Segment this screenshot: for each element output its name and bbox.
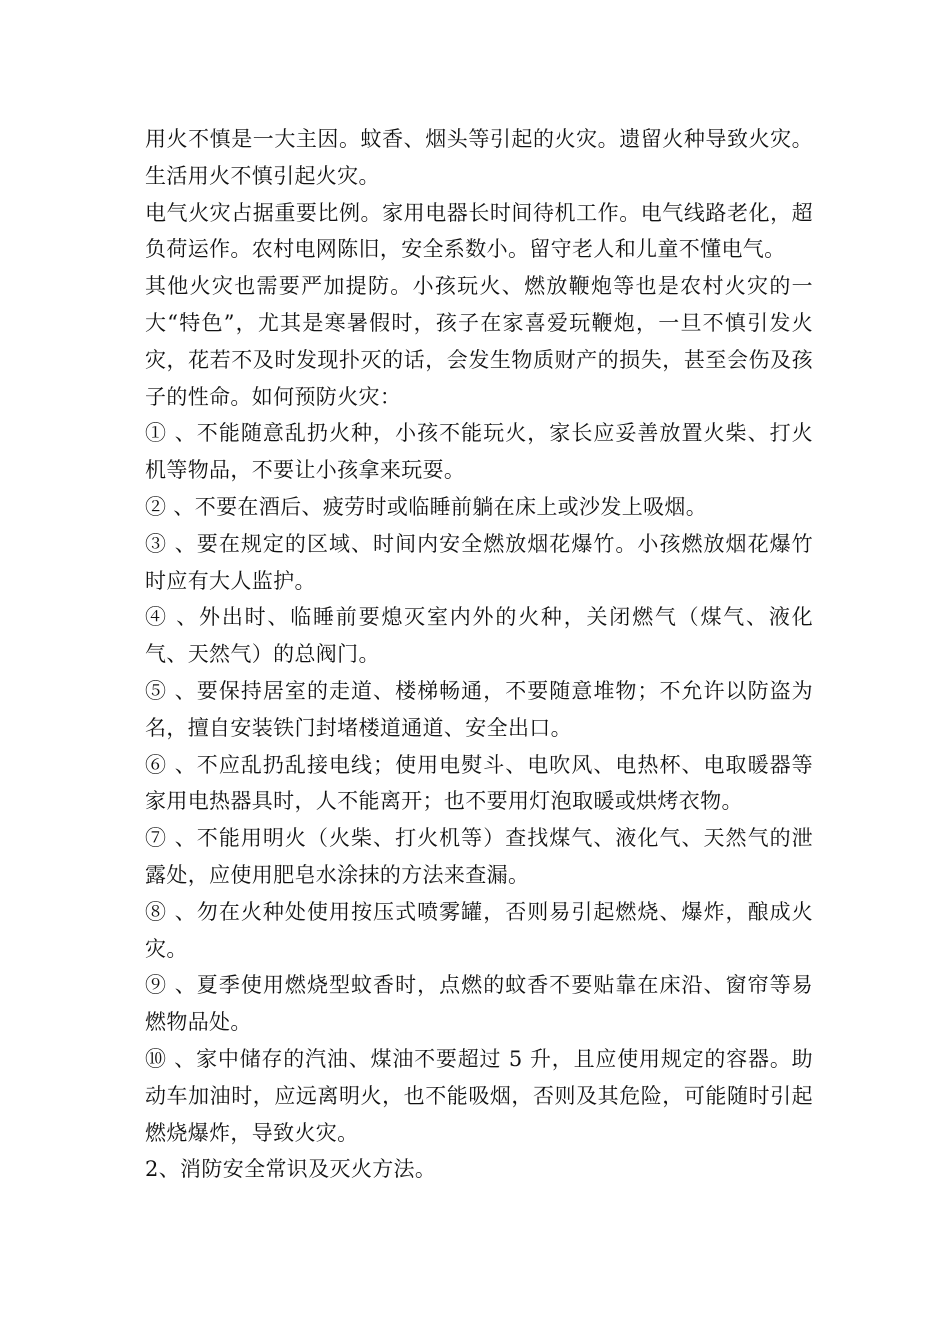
list-item	[145, 599, 813, 673]
list-marker: ⑧	[145, 899, 168, 924]
list-marker: ⑨	[145, 973, 168, 998]
list-item	[145, 967, 813, 1041]
list-item	[145, 1041, 813, 1151]
paragraph: 其他火灾也需要严加提防。小孩玩火、燃放鞭炮等也是农村火灾的一大“特色”，尤其是寒暑假时，孩子在家喜爱玩鞭炮，一旦不慎引发火灾，花若不及时发现扑灭的话，会发生物质财产的损失，甚至会伤及孩子的性命。如何预防火灾：	[145, 274, 813, 409]
section-heading: 2、消防安全常识及灭火方法。	[145, 1157, 437, 1182]
list-item	[145, 415, 813, 489]
list-marker: ⑦	[145, 826, 168, 851]
list-item-text: 、要在规定的区域、时间内安全燃放烟花爆竹。小孩燃放烟花爆竹时应有大人监护。	[145, 531, 813, 593]
list-item-text: 、夏季使用燃烧型蚊香时，点燃的蚊香不要贴靠在床沿、窗帘等易燃物品处。	[145, 973, 813, 1035]
list-item-text: 、不能用明火（火柴、打火机等）查找煤气、液化气、天然气的泄露处，应使用肥皂水涂抹的方法来查漏。	[145, 826, 813, 887]
document-body	[145, 121, 813, 1188]
list-marker: ①	[145, 421, 168, 446]
list-marker: ⑥	[145, 752, 168, 777]
list-marker: ⑩	[145, 1046, 167, 1071]
paragraph: 电气火灾占据重要比例。家用电器长时间待机工作。电气线路老化，超负荷运作。农村电网陈旧，安全系数小。留守老人和儿童不懂电气。	[145, 200, 813, 262]
list-marker: ④	[145, 605, 168, 630]
list-item-text: 、不能随意乱扔火种，小孩不能玩火，家长应妥善放置火柴、打火机等物品，不要让小孩拿来玩耍。	[145, 421, 813, 483]
list-item-text: 、要保持居室的走道、楼梯畅通，不要随意堆物；不允许以防盗为名，擅自安装铁门封堵楼道通道、安全出口。	[145, 678, 813, 740]
paragraph: 用火不慎是一大主因。蚊香、烟头等引起的火灾。遗留火种导致火灾。生活用火不慎引起火灾。	[145, 127, 813, 188]
list-item-text: 、外出时、临睡前要熄灭室内外的火种，关闭燃气（煤气、液化气、天然气）的总阀门。	[145, 605, 813, 667]
list-item	[145, 894, 813, 968]
list-marker: ②	[145, 494, 167, 519]
list-item-text: 、不应乱扔乱接电线；使用电熨斗、电吹风、电热杯、电取暖器等家用电热器具时，人不能离开；也不要用灯泡取暖或烘烤衣物。	[145, 752, 813, 814]
list-item-text: 、勿在火种处使用按压式喷雾罐，否则易引起燃烧、爆炸，酿成火灾。	[145, 899, 813, 961]
list-marker: ⑤	[145, 678, 168, 703]
list-item	[145, 747, 813, 821]
list-item	[145, 820, 813, 894]
list-item	[145, 489, 813, 526]
list-marker: ③	[145, 531, 168, 556]
list-item-text: 、不要在酒后、疲劳时或临睡前躺在床上或沙发上吸烟。	[166, 494, 708, 519]
list-item	[145, 673, 813, 747]
list-item-text: 、家中储存的汽油、煤油不要超过 5 升，且应使用规定的容器。助动车加油时，应远离明火，也不能吸烟，否则及其危险，可能随时引起燃烧爆炸，导致火灾。	[145, 1046, 813, 1145]
list-item	[145, 526, 813, 600]
